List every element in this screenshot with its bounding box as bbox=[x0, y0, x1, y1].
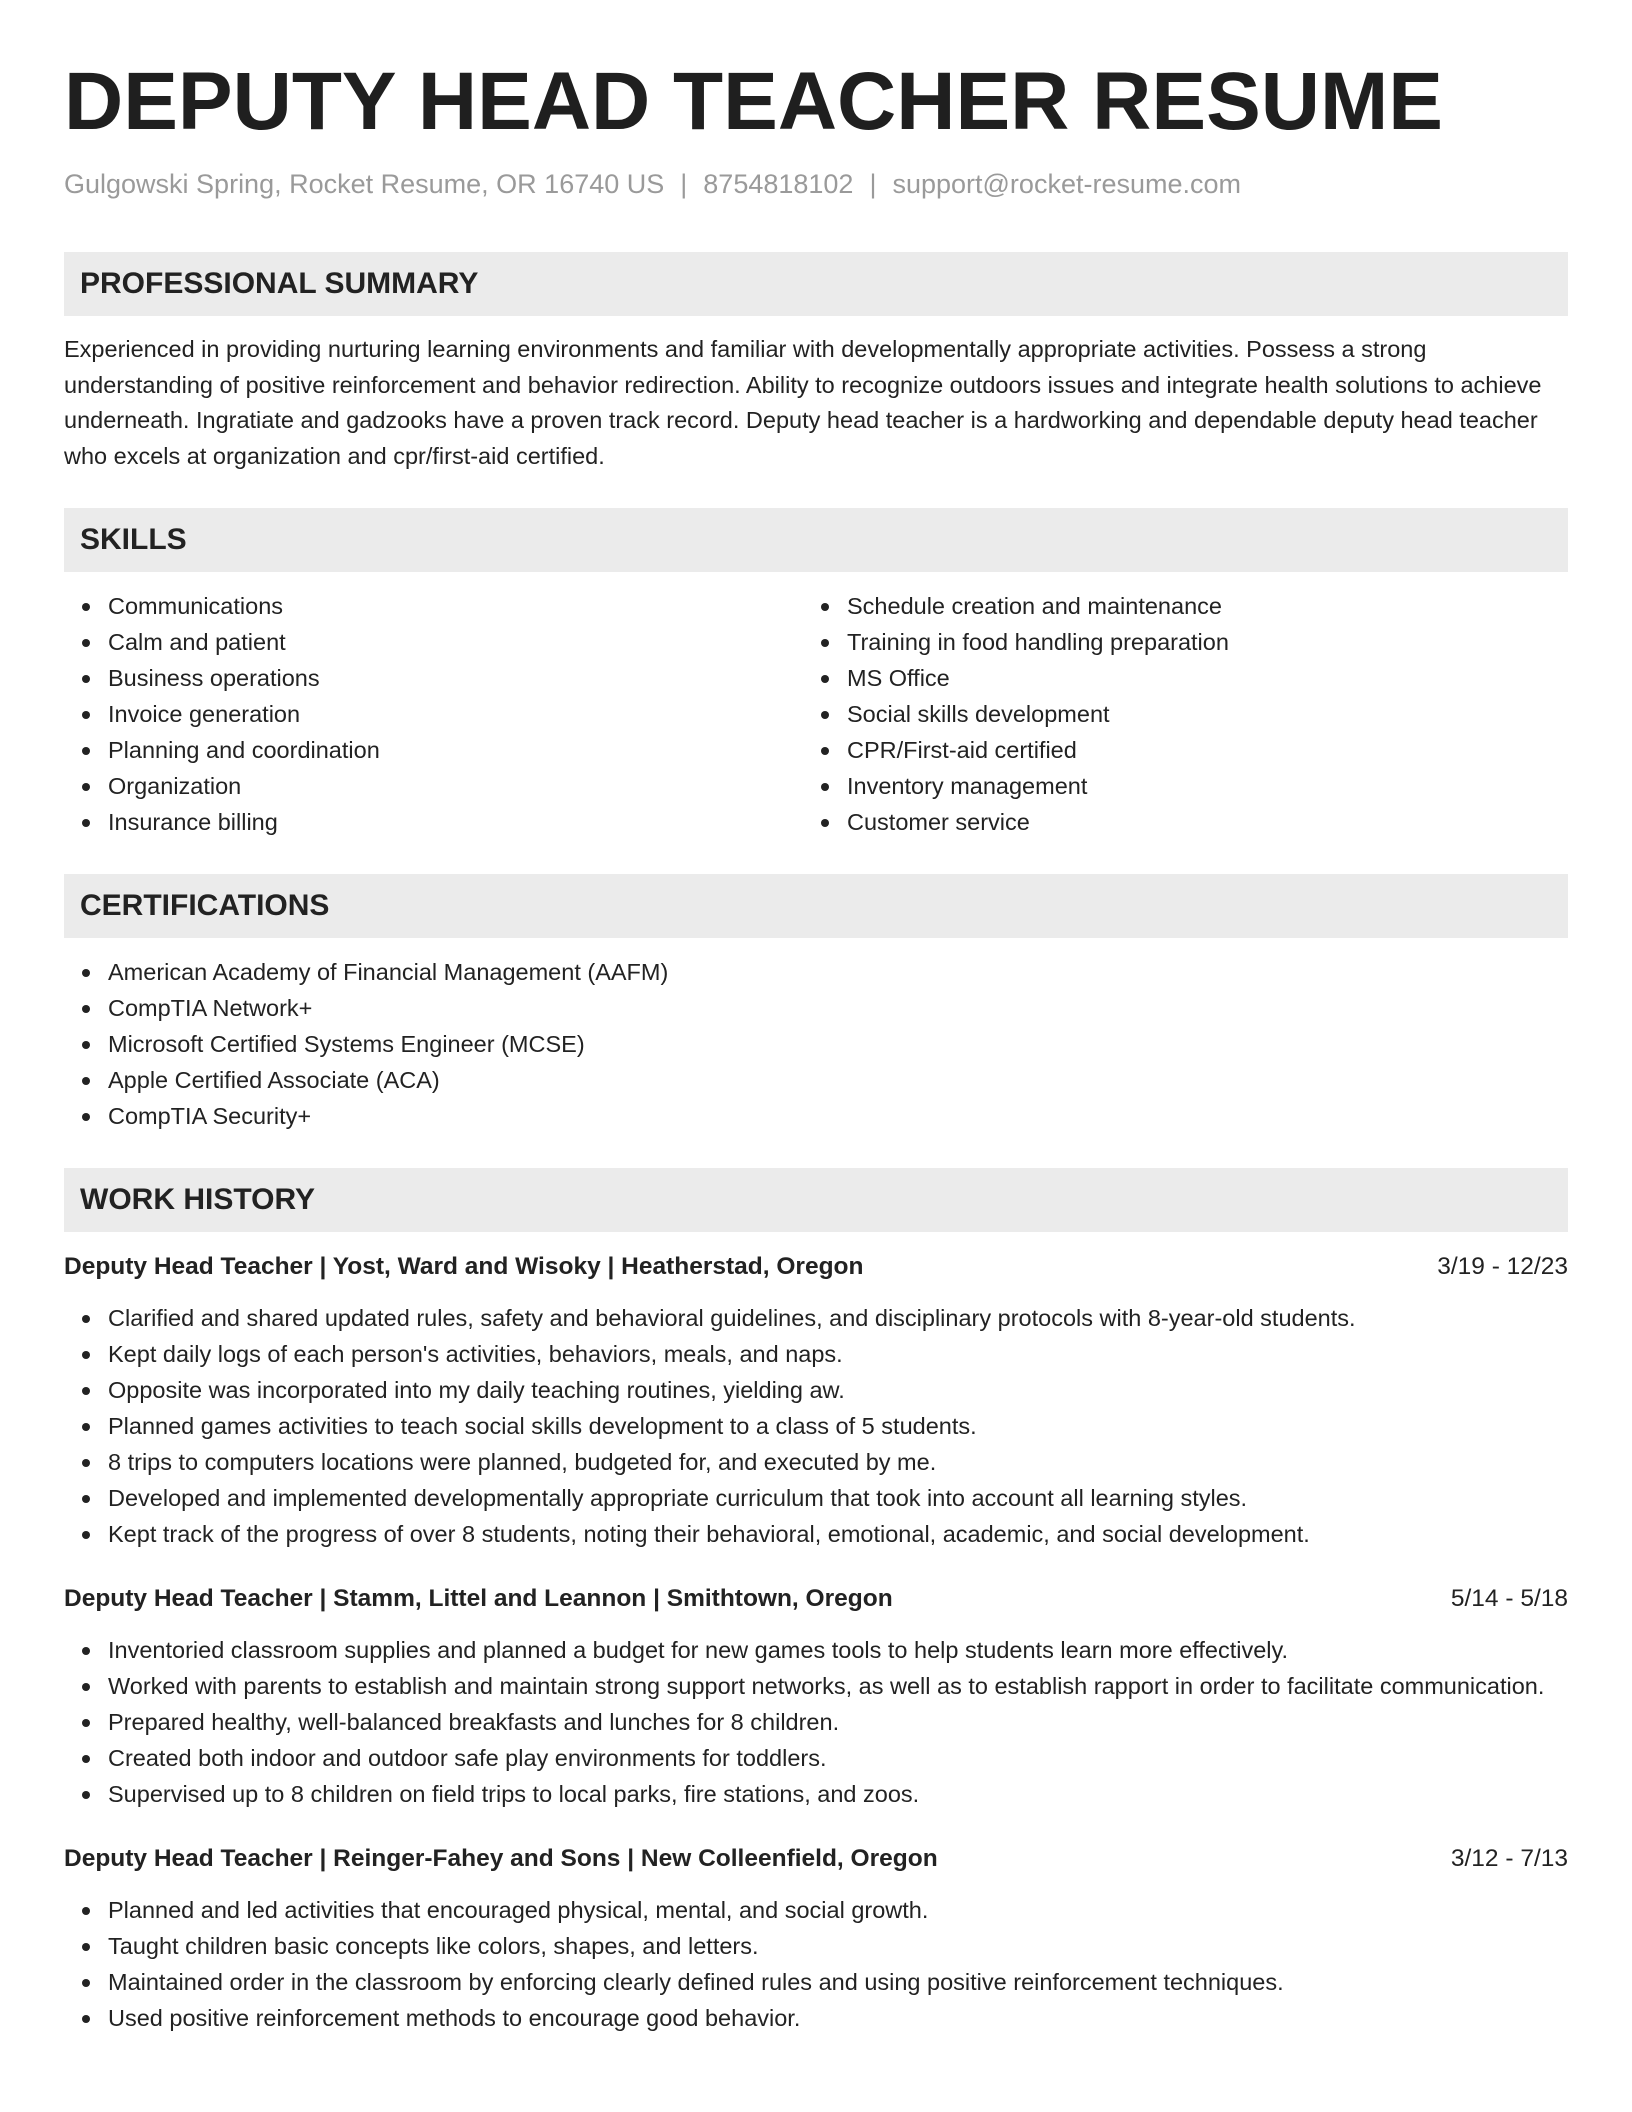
job-title: Deputy Head Teacher | Yost, Ward and Wisoky | Heatherstad, Oregon bbox=[64, 1253, 864, 1280]
job-bullet: Used positive reinforcement methods to encourage good behavior. bbox=[64, 2000, 1568, 2036]
contact-line bbox=[64, 166, 1568, 202]
job-bullet: Kept daily logs of each person's activities, behaviors, meals, and naps. bbox=[64, 1336, 1568, 1372]
job-header bbox=[64, 1250, 1568, 1284]
job-header bbox=[64, 1582, 1568, 1616]
skill-item: MS Office bbox=[803, 660, 1542, 696]
skills-list-left bbox=[64, 588, 803, 840]
skills-grid bbox=[64, 588, 1568, 840]
job-bullet: Created both indoor and outdoor safe play environments for toddlers. bbox=[64, 1740, 1568, 1776]
job-entry bbox=[64, 1582, 1568, 1812]
skill-item: Schedule creation and maintenance bbox=[803, 588, 1542, 624]
skill-item: Training in food handling preparation bbox=[803, 624, 1542, 660]
skill-item: Inventory management bbox=[803, 768, 1542, 804]
skills-list-right bbox=[803, 588, 1542, 840]
certification-item: CompTIA Security+ bbox=[64, 1098, 1568, 1134]
job-bullet: Inventoried classroom supplies and planned a budget for new games tools to help students learn more effectively. bbox=[64, 1632, 1568, 1668]
skill-item: Business operations bbox=[64, 660, 803, 696]
contact-email: support@rocket-resume.com bbox=[892, 169, 1241, 199]
skill-item: Communications bbox=[64, 588, 803, 624]
job-bullet: Taught children basic concepts like colors, shapes, and letters. bbox=[64, 1928, 1568, 1964]
skill-item: CPR/First-aid certified bbox=[803, 732, 1542, 768]
job-bullets bbox=[64, 1892, 1568, 2036]
section-header-skills: SKILLS bbox=[64, 508, 1568, 572]
job-entry bbox=[64, 1250, 1568, 1552]
section-header-summary: PROFESSIONAL SUMMARY bbox=[64, 252, 1568, 316]
certification-item: CompTIA Network+ bbox=[64, 990, 1568, 1026]
summary-text: Experienced in providing nurturing learning environments and familiar with developmentally appropriate activities. Possess a strong understanding of positive reinforcement and behavior redirection. Ability to recognize outdoors issues and integrate health solutions to achieve underneath. Ingratiate and gadzooks have a proven track record. Deputy head teacher is a hardworking and dependable deputy head teacher who excels at organization and cpr/first-aid certified. bbox=[64, 336, 1542, 469]
job-bullet: Kept track of the progress of over 8 students, noting their behavioral, emotional, academic, and social development. bbox=[64, 1516, 1568, 1552]
job-dates: 5/14 - 5/18 bbox=[1450, 1585, 1568, 1612]
job-entry bbox=[64, 1842, 1568, 2036]
job-bullet: Opposite was incorporated into my daily teaching routines, yielding aw. bbox=[64, 1372, 1568, 1408]
job-bullets bbox=[64, 1632, 1568, 1812]
skill-item: Social skills development bbox=[803, 696, 1542, 732]
job-title: Deputy Head Teacher | Stamm, Littel and Leannon | Smithtown, Oregon bbox=[64, 1585, 893, 1612]
job-bullet: Maintained order in the classroom by enforcing clearly defined rules and using positive reinforcement techniques. bbox=[64, 1964, 1568, 2000]
job-bullet: Worked with parents to establish and maintain strong support networks, as well as to establish rapport in order to facilitate communication. bbox=[64, 1668, 1568, 1704]
contact-separator: | bbox=[680, 169, 688, 199]
certification-item: American Academy of Financial Management (AAFM) bbox=[64, 954, 1568, 990]
skill-item: Calm and patient bbox=[64, 624, 803, 660]
certifications-list bbox=[64, 954, 1568, 1134]
resume-title: DEPUTY HEAD TEACHER RESUME bbox=[64, 56, 1443, 147]
job-dates: 3/12 - 7/13 bbox=[1450, 1845, 1568, 1872]
job-bullet: 8 trips to computers locations were planned, budgeted for, and executed by me. bbox=[64, 1444, 1568, 1480]
job-bullet: Developed and implemented developmentally appropriate curriculum that took into account all learning styles. bbox=[64, 1480, 1568, 1516]
job-bullet: Planned games activities to teach social skills development to a class of 5 students. bbox=[64, 1408, 1568, 1444]
skill-item: Planning and coordination bbox=[64, 732, 803, 768]
job-bullets bbox=[64, 1300, 1568, 1552]
job-bullet: Clarified and shared updated rules, safety and behavioral guidelines, and disciplinary protocols with 8-year-old students. bbox=[64, 1300, 1568, 1336]
job-bullet: Planned and led activities that encouraged physical, mental, and social growth. bbox=[64, 1892, 1568, 1928]
contact-phone: 8754818102 bbox=[703, 169, 854, 199]
certification-item: Microsoft Certified Systems Engineer (MCSE) bbox=[64, 1026, 1568, 1062]
certification-item: Apple Certified Associate (ACA) bbox=[64, 1062, 1568, 1098]
section-header-certifications: CERTIFICATIONS bbox=[64, 874, 1568, 938]
contact-address: Gulgowski Spring, Rocket Resume, OR 16740 US bbox=[64, 169, 665, 199]
job-bullet: Prepared healthy, well-balanced breakfasts and lunches for 8 children. bbox=[64, 1704, 1568, 1740]
skill-item: Organization bbox=[64, 768, 803, 804]
job-bullet: Supervised up to 8 children on field trips to local parks, fire stations, and zoos. bbox=[64, 1776, 1568, 1812]
section-header-work-history: WORK HISTORY bbox=[64, 1168, 1568, 1232]
contact-separator: | bbox=[869, 169, 877, 199]
skill-item: Customer service bbox=[803, 804, 1542, 840]
job-header bbox=[64, 1842, 1568, 1876]
job-dates: 3/19 - 12/23 bbox=[1437, 1253, 1568, 1280]
skill-item: Invoice generation bbox=[64, 696, 803, 732]
skill-item: Insurance billing bbox=[64, 804, 803, 840]
job-title: Deputy Head Teacher | Reinger-Fahey and Sons | New Colleenfield, Oregon bbox=[64, 1845, 938, 1872]
